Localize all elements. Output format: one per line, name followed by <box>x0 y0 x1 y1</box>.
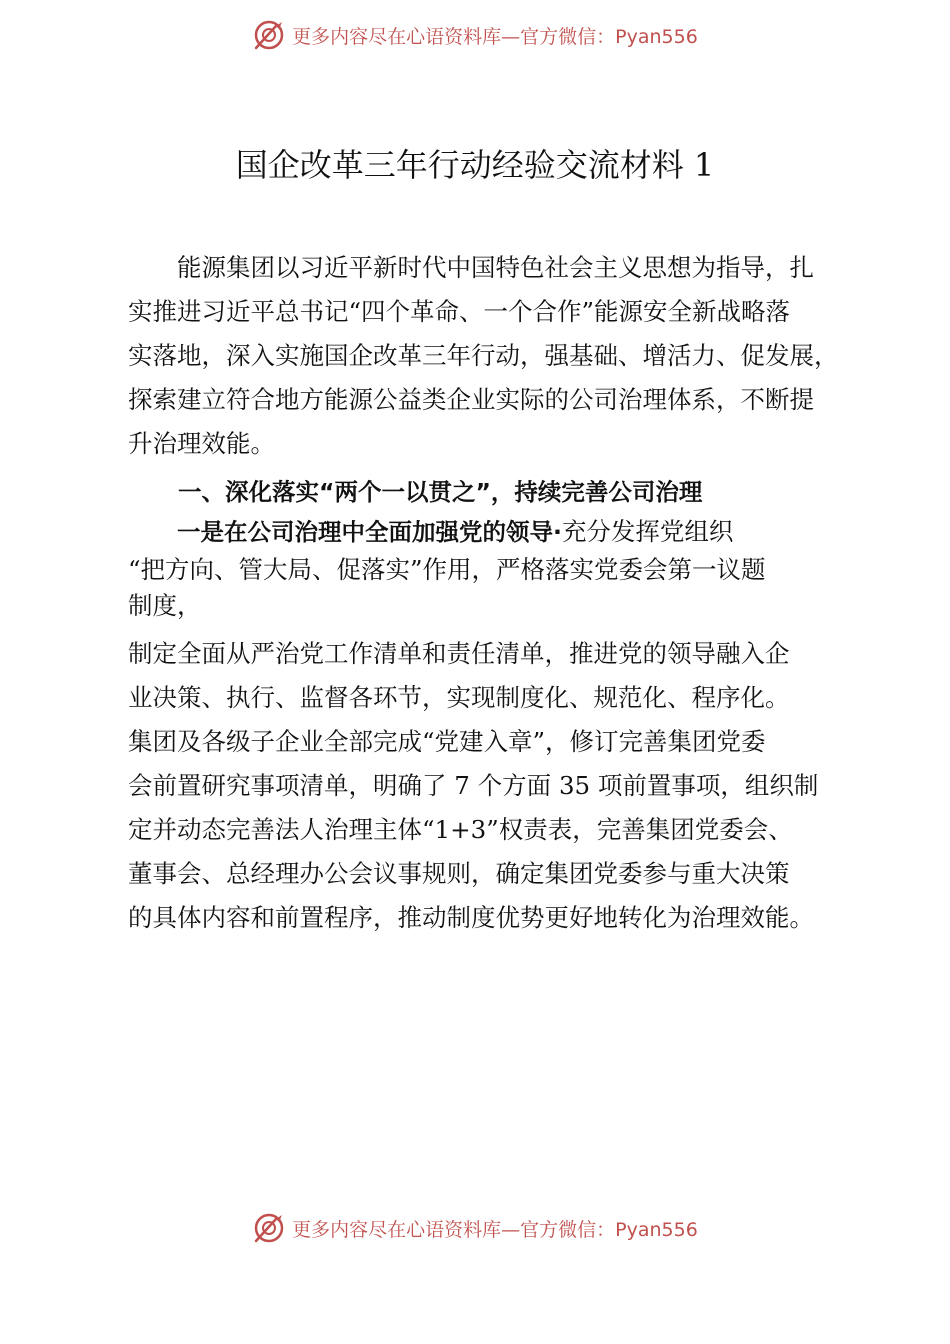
paragraph-line: “把方向、管大局、促落实”作用，严格落实党委会第一议题 <box>128 555 766 584</box>
bullet-dot: · <box>553 518 562 546</box>
paragraph-line: 升治理效能。 <box>128 429 275 458</box>
brand-logo-icon <box>252 1211 286 1245</box>
banner-text-cn: 更多内容尽在心语资料库—官方微信： <box>292 1218 616 1241</box>
footer-banner <box>0 1208 950 1248</box>
paragraph-line: 的具体内容和前置程序，推动制度优势更好地转化为治理效能。 <box>128 903 814 932</box>
paragraph-line: 制度， <box>128 591 202 620</box>
paragraph-line: 实推进习近平总书记“四个革命、一个合作”能源安全新战略落 <box>128 297 791 326</box>
paragraph-line: 探索建立符合地方能源公益类企业实际的公司治理体系，不断提 <box>128 385 814 414</box>
header-banner <box>0 15 950 55</box>
banner-text-cn: 更多内容尽在心语资料库—官方微信： <box>292 25 616 48</box>
bold-lead-text: 一是在公司治理中全面加强党的领导 <box>177 518 553 546</box>
banner-text <box>292 1215 698 1242</box>
section-heading: 一、深化落实“两个一以贯之”，持续完善公司治理 <box>178 478 703 506</box>
paragraph-line: 定并动态完善法人治理主体“1+3”权责表，完善集团党委会、 <box>128 815 793 844</box>
paragraph-line-lead <box>128 512 848 552</box>
paragraph-intro <box>128 246 848 466</box>
paragraph-section1-b <box>128 632 848 940</box>
paragraph-line: 会前置研究事项清单，明确了 7 个方面 35 项前置事项，组织制 <box>128 771 819 800</box>
paragraph-line: 制定全面从严治党工作清单和责任清单，推进党的领导融入企 <box>128 639 790 668</box>
banner-wechat-id: Pyan556 <box>615 25 698 48</box>
document-title: 国企改革三年行动经验交流材料 1 <box>235 146 715 184</box>
brand-logo-icon <box>252 18 286 52</box>
paragraph-line: 实落地，深入实施国企改革三年行动，强基础、增活力、促发展， <box>128 341 839 370</box>
paragraph-line: 业决策、执行、监督各环节，实现制度化、规范化、程序化。 <box>128 683 790 712</box>
paragraph-line: 董事会、总经理办公会议事规则，确定集团党委参与重大决策 <box>128 859 790 888</box>
paragraph-line: 能源集团以习近平新时代中国特色社会主义思想为指导，扎 <box>177 253 814 282</box>
paragraph-section1-a <box>128 512 848 624</box>
banner-text <box>292 22 698 49</box>
banner-wechat-id: Pyan556 <box>615 1218 698 1241</box>
paragraph-line: 集团及各级子企业全部完成“党建入章”，修订完善集团党委 <box>128 727 766 756</box>
lead-rest-text: 充分发挥党组织 <box>561 517 734 546</box>
